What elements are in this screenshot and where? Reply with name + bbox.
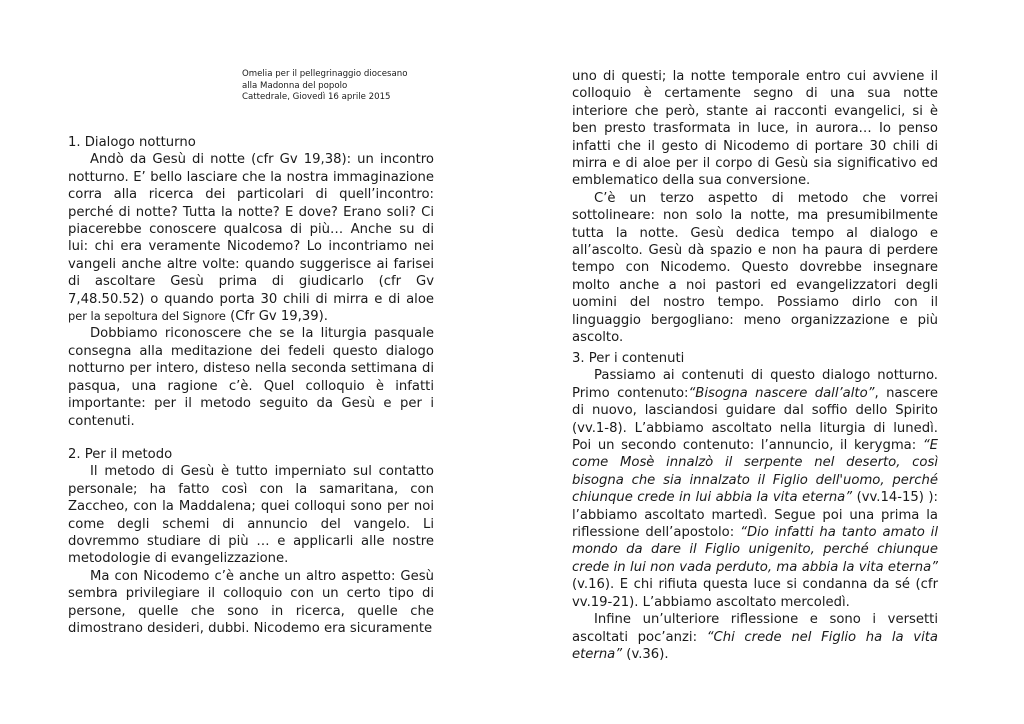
section-1 bbox=[68, 134, 434, 430]
section-1-paragraph-1 bbox=[68, 151, 434, 325]
section-2-heading: 2. Per il metodo bbox=[68, 447, 173, 462]
s3p1a: Passiamo ai contenuti di questo dialogo notturno. Primo contenuto: bbox=[572, 368, 938, 401]
quote-mose: “E come Mosè innalzò il serpente nel deserto, così bisogna che sia innalzato il Figlio dell'uomo, perché chiunque crede in lui abbia la vita eterna” bbox=[572, 438, 938, 506]
document-header bbox=[242, 69, 407, 104]
section-1-paragraph-2: Dobbiamo riconoscere che se la liturgia pasquale consegna alla meditazione dei fedeli questo dialogo notturno per intero, disteso nella seconda settimana di pasqua, una ragione c’è. Quel colloquio è infatti importante: per il metodo seguito da Gesù e per i contenuti. bbox=[68, 326, 434, 429]
quote-dio-ha-tanto-amato: “Dio infatti ha tanto amato il mondo da dare il Figlio unigenito, perché chiunque crede in lui non vada perduto, ma abbia la vita eterna” bbox=[572, 525, 939, 575]
section-2-paragraph-2: Ma con Nicodemo c’è anche un altro aspetto: Gesù sembra privilegiare il colloquio con un certo tipo di persone, quelle che sono in ricerca, quelle che dimostrano desideri, dubbi. Nicodemo era sicuramente bbox=[68, 568, 434, 637]
section-2-paragraph-3: C’è un terzo aspetto di metodo che vorrei sottolineare: non solo la notte, ma presumibilmente tutta la notte. Gesù dedica tempo al dialogo e all’ascolto. Gesù dà spazio e non ha paura di perdere tempo con Nicodemo. Questo dovrebbe insegnare molto anche a noi pastori ed evangelizzatori degli uomini del nostro tempo. Possiamo dirlo con il linguaggio bergogliano: meno organizzazione e più ascolto. bbox=[572, 190, 938, 346]
section-2-paragraph-1: Il metodo di Gesù è tutto imperniato sul contatto personale; ha fatto così con la samaritana, con Zaccheo, con la Maddalena; quei colloqui sono per noi come degli schemi di annuncio del vangelo. Li dovremmo studiare di più … e applicarli alle nostre metodologie di evangelizzazione. bbox=[68, 464, 434, 567]
section-2-paragraph-2-continued: uno di questi; la notte temporale entro cui avviene il colloquio è certamente segno di una sua notte interiore che però, stante ai racconti evangelici, si è ben presto trasformata in luce, in aurora… Io penso infatti che il gesto di Nicodemo di portare 30 chili di mirra e di aloe per il corpo di Gesù sia significativo ed emblematico della sua conversione. bbox=[572, 69, 938, 189]
quote-nascere-dall-alto: “Bisogna nascere dall’alto” bbox=[688, 385, 875, 401]
section-3-paragraph-1 bbox=[572, 367, 938, 611]
section-1-paragraph-1-small: per la sepoltura del Signore bbox=[68, 309, 226, 324]
section-2-continued bbox=[572, 68, 938, 347]
quote-chi-crede: “Chi crede nel Figlio ha la vita eterna” bbox=[572, 629, 938, 662]
s3p2c: (v.36). bbox=[626, 646, 669, 662]
section-3-heading: 3. Per i contenuti bbox=[572, 351, 685, 366]
s3p1e: (vv.14-15) ): l’abbiamo ascoltato martedì. Segue poi una prima la riflessione dell’apostolo: bbox=[572, 490, 938, 541]
section-1-paragraph-1-end: (Cfr Gv 19,39). bbox=[230, 309, 328, 325]
header-line-1: Omelia per il pellegrinaggio diocesano bbox=[242, 69, 408, 79]
section-3-paragraph-2 bbox=[572, 611, 938, 663]
section-3 bbox=[572, 350, 938, 663]
header-line-2: alla Madonna del popolo bbox=[242, 80, 348, 91]
s3p1g: (v.16). E chi rifiuta questa luce si condanna da sé (cfr vv.19-21). L’abbiamo ascoltato mercoledì. bbox=[572, 577, 938, 610]
section-1-heading: 1. Dialogo notturno bbox=[68, 135, 196, 150]
s3p2a: Infine un’ulteriore riflessione e sono i versetti ascoltati poc’anzi: bbox=[572, 612, 938, 645]
section-2 bbox=[68, 446, 434, 637]
section-1-paragraph-1-text: Andò da Gesù di notte (cfr Gv 19,38): un incontro notturno. E’ bello lasciare che la nostra immaginazione corra alla ricerca dei particolari di quell’incontro: perché di notte? Tutta la notte? E dove? Erano soli? Ci piacerebbe conoscere qualcosa di più… Anche su di lui: chi era veramente Nicodemo? Lo incontriamo nei vangeli anche altre volte: quando suggerisce ai farisei di ascoltare Gesù prima di giudicarlo (cfr Gv 7,48.50.52) o quando porta 30 chili di mirra e di aloe bbox=[68, 152, 434, 307]
header-line-3: Cattedrale, Giovedì 16 aprile 2015 bbox=[242, 92, 391, 102]
s3p1c: , nascere di nuovo, lasciandosi guidare dal soffio dello Spirito (vv.1-8). L’abbiamo ascoltato nella liturgia di lunedì. Poi un secondo contenuto: l’annuncio, il kerygma: bbox=[572, 385, 938, 454]
